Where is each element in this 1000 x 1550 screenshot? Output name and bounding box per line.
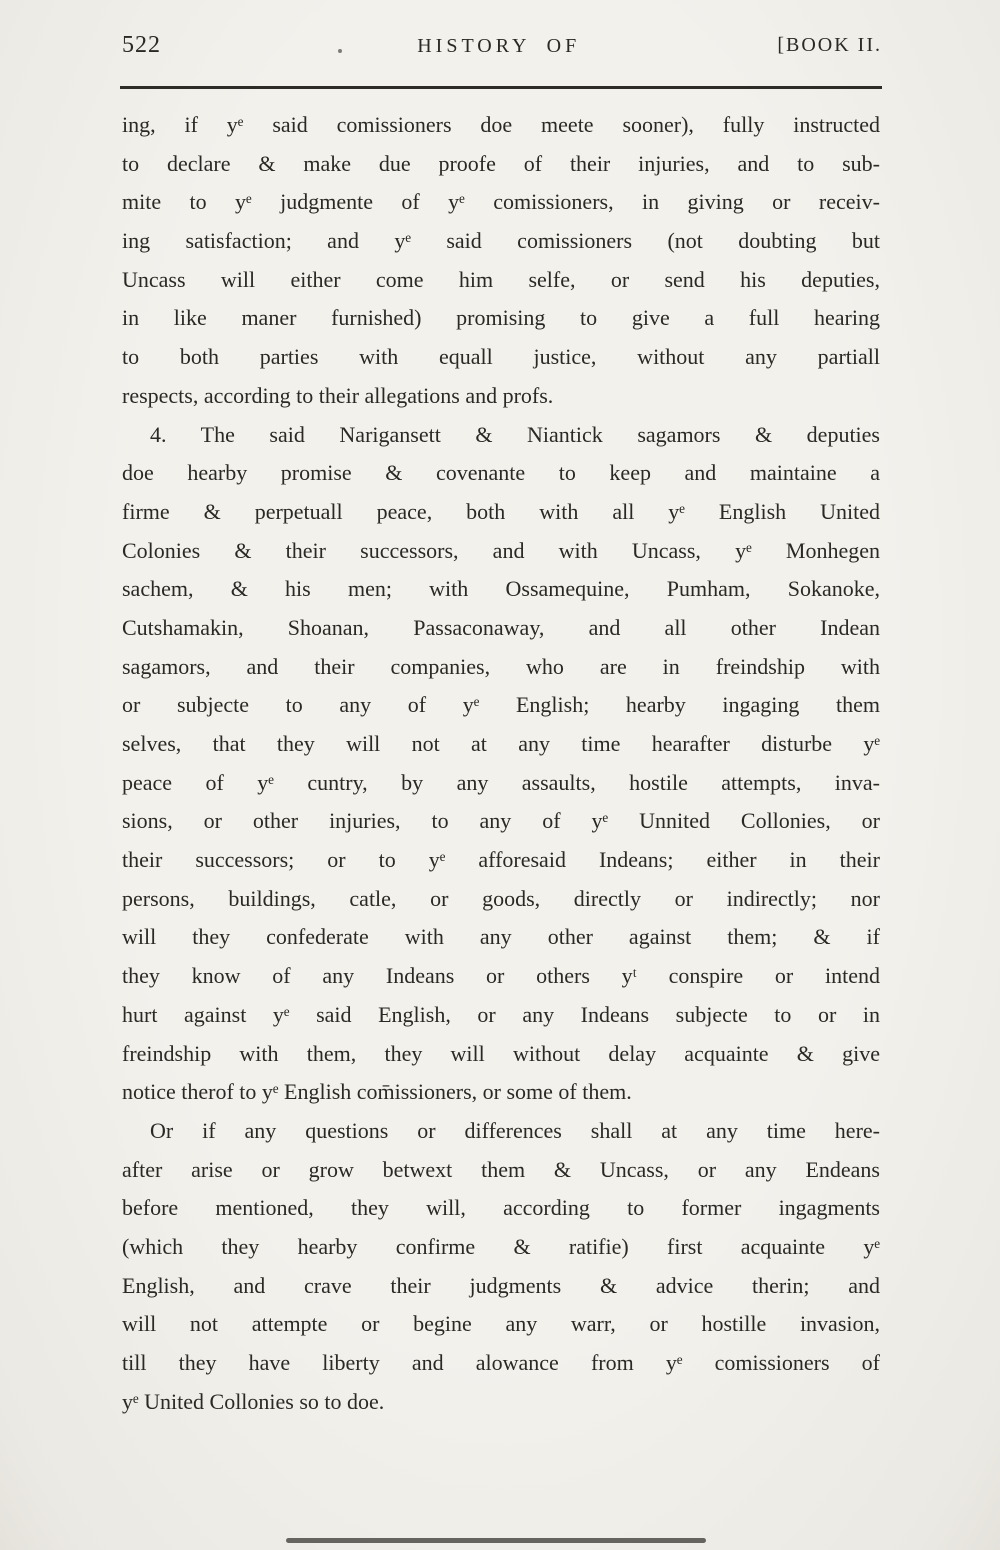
paragraph — [122, 106, 880, 416]
page-number: 522 — [122, 32, 161, 58]
text-line: persons, buildings, catle, or goods, directly or indirectly; nor — [122, 885, 880, 911]
text-line: 4. The said Narigansett & Niantick sagamors & deputies — [150, 421, 880, 447]
text-line: will not attempte or begine any warr, or hostille invasion, — [122, 1311, 880, 1337]
text-line: notice therof to yᵉ English com̄issioners, or some of them. — [122, 1079, 632, 1105]
text-line: they know of any Indeans or others yᵗ conspire or intend — [122, 963, 880, 989]
text-line: sions, or other injuries, to any of yᵉ Unnited Collonies, or — [122, 808, 880, 834]
header-rule — [120, 86, 882, 89]
text-line: hurt against yᵉ said English, or any Indeans subjecte to or in — [122, 1001, 880, 1027]
page-text — [122, 106, 880, 1421]
scan-dot-artifact — [338, 49, 342, 53]
text-line: before mentioned, they will, according to former ingagments — [122, 1195, 880, 1221]
text-line: selves, that they will not at any time hearafter disturbe yᵉ — [122, 731, 880, 756]
text-line: Cutshamakin, Shoanan, Passaconaway, and all other Indean — [122, 614, 880, 640]
text-line: firme & perpetuall peace, both with all yᵉ English United — [122, 498, 880, 524]
text-line: freindship with them, they will without delay acquainte & give — [122, 1040, 880, 1066]
text-line: sachem, & his men; with Ossamequine, Pumham, Sokanoke, — [122, 576, 880, 602]
book-marker: [BOOK II. — [777, 34, 882, 56]
text-line: their successors; or to yᵉ afforesaid Indeans; either in their — [122, 847, 880, 873]
text-line: sagamors, and their companies, who are in freindship with — [122, 653, 880, 679]
running-title: HISTORY OF — [417, 35, 581, 57]
text-line: or subjecte to any of yᵉ English; hearby ingaging them — [122, 692, 880, 718]
text-line: Or if any questions or differences shall at any time here- — [150, 1117, 880, 1143]
text-line: till they have liberty and alowance from yᵉ comissioners of — [122, 1350, 880, 1375]
text-line: mite to yᵉ judgmente of yᵉ comissioners, in giving or receiv- — [122, 189, 880, 215]
text-line: ing satisfaction; and yᵉ said comissioners (not doubting but — [122, 228, 880, 254]
text-line: English, and crave their judgments & advice therin; and — [122, 1272, 880, 1298]
text-line: will they confederate with any other against them; & if — [122, 924, 880, 950]
text-line: (which they hearby confirme & ratifie) first acquainte yᵉ — [122, 1233, 880, 1259]
paragraph — [122, 1112, 880, 1422]
text-line: to both parties with equall justice, without any partiall — [122, 344, 880, 370]
text-line: Colonies & their successors, and with Uncass, yᵉ Monhegen — [122, 537, 880, 563]
paragraph — [122, 416, 880, 1112]
text-line: ing, if yᵉ said comissioners doe meete sooner), fully instructed — [122, 112, 880, 137]
text-line: Uncass will either come him selfe, or send his deputies, — [122, 266, 880, 292]
page-header — [122, 30, 882, 66]
text-line: in like maner furnished) promising to give a full hearing — [122, 305, 880, 331]
text-line: respects, according to their allegations and profs. — [122, 382, 554, 408]
text-line: after arise or grow betwext them & Uncass, or any Endeans — [122, 1156, 880, 1182]
text-line: yᵉ United Collonies so to doe. — [122, 1388, 385, 1414]
text-line: to declare & make due proofe of their injuries, and to sub- — [122, 150, 880, 176]
text-line: peace of yᵉ cuntry, by any assaults, hostile attempts, inva- — [122, 769, 880, 795]
scan-edge-artifact — [286, 1538, 706, 1543]
text-line: doe hearby promise & covenante to keep and maintaine a — [122, 460, 880, 486]
